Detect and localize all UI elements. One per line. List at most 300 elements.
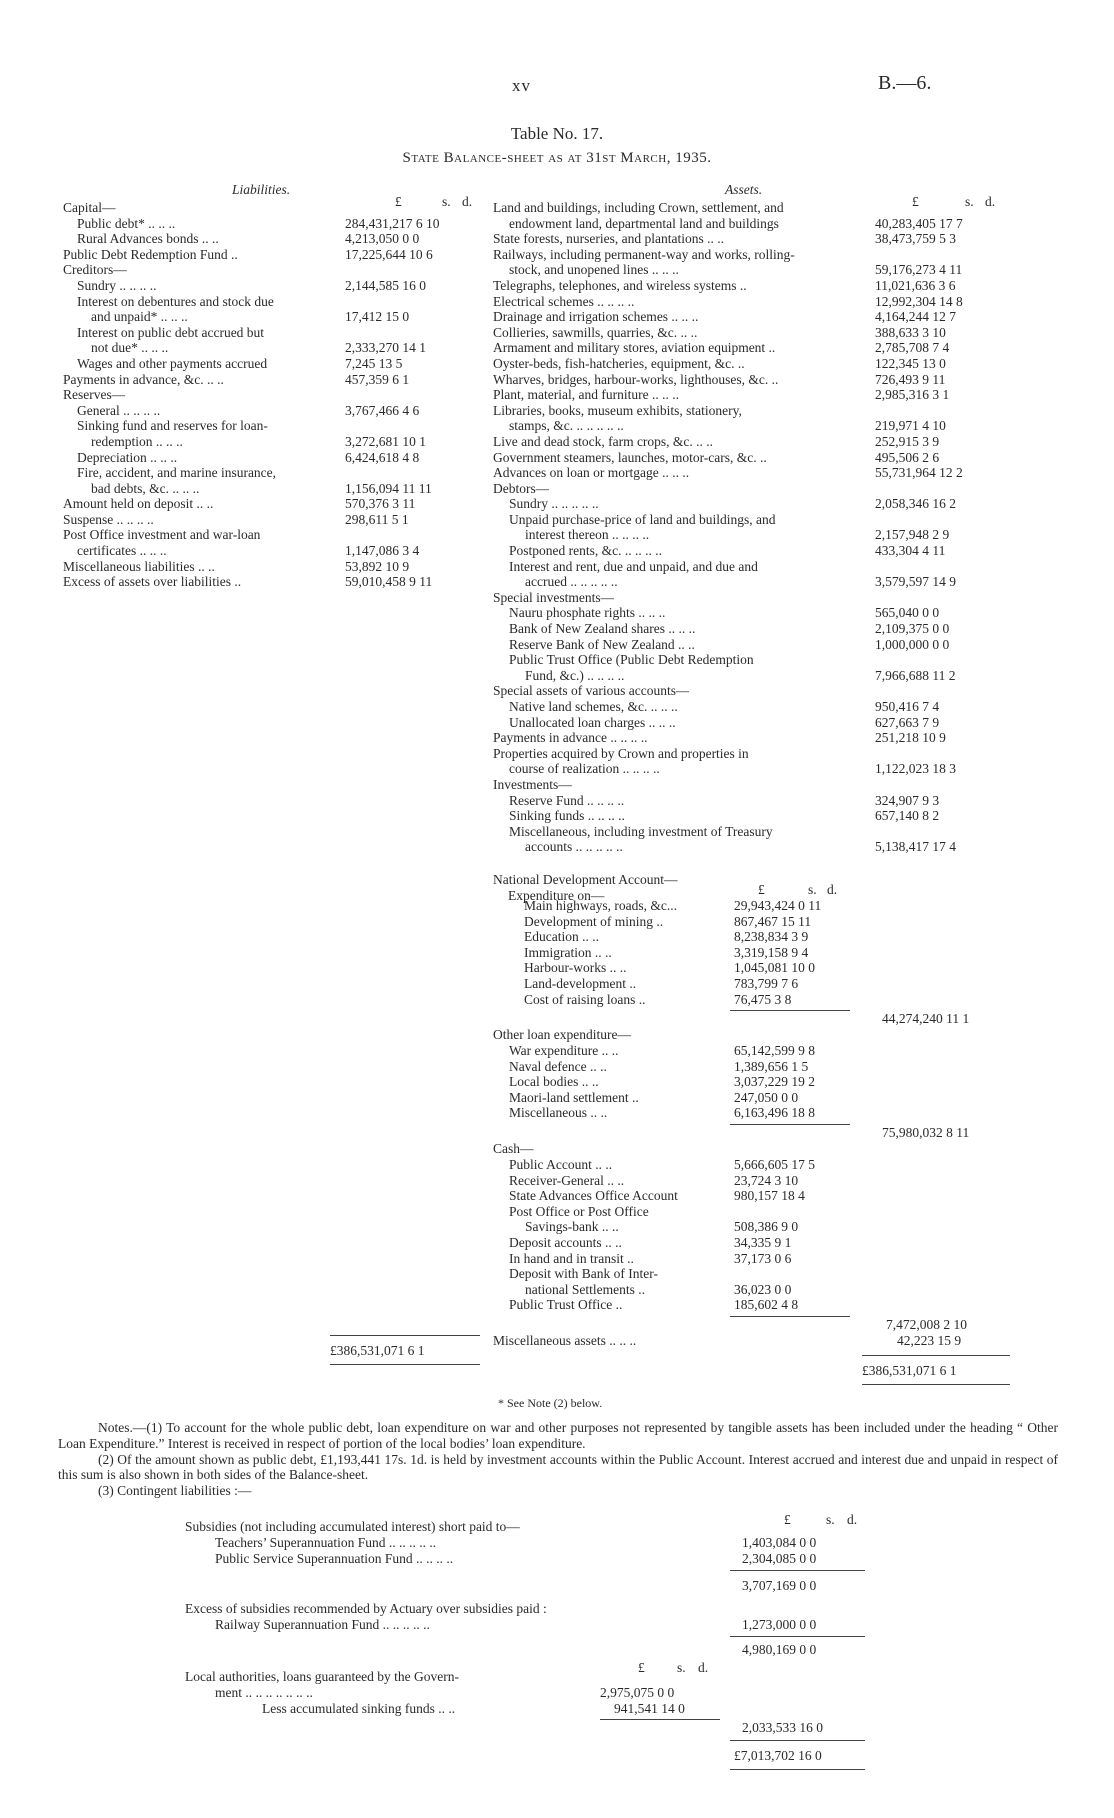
liability-amount: 59,010,458 9 11 [345, 574, 433, 590]
asset-row [493, 278, 1003, 294]
liability-row [63, 309, 483, 325]
liabilities-total: £386,531,071 6 1 [330, 1343, 425, 1358]
sinking-funds-label: Less accumulated sinking funds .. .. [262, 1701, 456, 1716]
cash-item-label: In hand and in transit .. [509, 1250, 634, 1266]
liability-label: Suspense .. .. .. .. [63, 511, 154, 527]
asset-label: Live and dead stock, farm crops, &c. .. .. [493, 433, 714, 449]
liability-label: Excess of assets over liabilities .. [63, 574, 242, 590]
asset-label: Unpaid purchase-price of land and buildings, and [509, 511, 776, 527]
asset-row [493, 824, 1003, 840]
asset-label: Wharves, bridges, harbour-works, lighthouses, &c. .. [493, 371, 779, 387]
nda-item-row [524, 945, 854, 961]
liability-amount: 1,147,086 3 4 [345, 543, 420, 559]
asset-label: accounts .. .. .. .. .. [525, 839, 623, 855]
nda-item-amount: 76,475 3 8 [734, 991, 792, 1007]
liability-label: bad debts, &c. .. .. .. [91, 480, 200, 496]
asset-amount: 59,176,273 4 11 [875, 262, 963, 278]
asset-row [493, 418, 1003, 434]
asset-row [493, 340, 1003, 356]
liability-label: Reserves— [63, 387, 126, 403]
page-number: xv [512, 76, 531, 95]
liability-row [63, 559, 483, 575]
cash-item-row [509, 1251, 854, 1267]
asset-row [493, 450, 1003, 466]
nda-item-amount: 3,319,158 9 4 [734, 944, 809, 960]
cash-item-amount: 37,173 0 6 [734, 1250, 792, 1266]
other-loan-item-label: Local bodies .. .. [509, 1074, 599, 1090]
table-title: State Balance-sheet as at 31st March, 1935. [402, 150, 712, 166]
note-1: Notes.—(1) To account for the whole public debt, loan expenditure on war and other purposes not represented by tangible assets has been included under the heading “ Other Loan Expenditure.” Interest is received in respect of portion of the local bodies’ loan expenditure. [58, 1420, 1058, 1451]
other-loan-rule [730, 1124, 850, 1125]
asset-row [493, 699, 1003, 715]
asset-label: Special assets of various accounts— [493, 683, 690, 699]
cash-item-row [509, 1297, 854, 1313]
contingent-subtotal-2: 4,980,169 0 0 [742, 1642, 817, 1657]
cash-item-label: Post Office or Post Office [509, 1203, 649, 1219]
liability-row [63, 465, 483, 481]
asset-row [493, 746, 1003, 762]
asset-row [493, 372, 1003, 388]
asset-row [493, 637, 1003, 653]
liabilities-heading: Liabilities. [232, 182, 291, 197]
asset-label: Postponed rents, &c. .. .. .. .. [509, 543, 662, 559]
assets-unit-pound: £ [912, 194, 919, 209]
nda-item-label: Education .. .. [524, 929, 599, 945]
cash-item-amount: 36,023 0 0 [734, 1281, 792, 1297]
asset-amount: 251,218 10 9 [875, 730, 946, 746]
asset-label: Reserve Bank of New Zealand .. .. [509, 636, 695, 652]
nda-unit-s: s. [808, 882, 817, 897]
liability-label: Sundry .. .. .. .. [77, 277, 157, 293]
asset-label: accrued .. .. .. .. .. [525, 574, 618, 590]
liability-label: Post Office investment and war-loan [63, 527, 261, 543]
cash-item-label: State Advances Office Account [509, 1188, 678, 1204]
asset-row [493, 605, 1003, 621]
asset-row [493, 652, 1003, 668]
cash-item-row [509, 1282, 854, 1298]
nda-item-label: Immigration .. .. [524, 944, 612, 960]
asset-amount: 122,345 13 0 [875, 355, 946, 371]
asset-row [493, 512, 1003, 528]
nda-rule [730, 1010, 850, 1011]
railway-fund-label: Railway Superannuation Fund .. .. .. .. .. [215, 1617, 430, 1632]
liability-label: Miscellaneous liabilities .. .. [63, 558, 215, 574]
other-loan-item-label: Maori-land settlement .. [509, 1089, 639, 1105]
asset-amount: 1,000,000 0 0 [875, 636, 950, 652]
cash-item-row [509, 1157, 854, 1173]
local-unit-pound: £ [638, 1660, 645, 1675]
grand-total-underline [730, 1769, 865, 1770]
asset-row [493, 761, 1003, 777]
asset-label: Native land schemes, &c. .. .. .. [509, 699, 678, 714]
cash-item-label: Public Account .. .. [509, 1157, 613, 1172]
liability-row [63, 278, 483, 294]
liability-row [63, 512, 483, 528]
cash-total: 7,472,008 2 10 [886, 1317, 967, 1332]
nda-item-label: Harbour-works .. .. [524, 960, 627, 976]
asset-amount: 565,040 0 0 [875, 605, 940, 621]
nda-item-label: Land-development .. [524, 975, 637, 991]
other-loan-item-row [509, 1090, 854, 1106]
liability-label: not due* .. .. .. [91, 340, 169, 356]
liability-amount: 2,333,270 14 1 [345, 340, 426, 356]
nda-item-amount: 867,467 15 11 [734, 913, 812, 929]
liability-row [63, 200, 483, 216]
other-loan-item-row [509, 1074, 854, 1090]
liability-row [63, 481, 483, 497]
asset-row [493, 294, 1003, 310]
asset-label: Government steamers, launches, motor-cars, &c. .. [493, 449, 767, 465]
asset-row [493, 621, 1003, 637]
note-2: (2) Of the amount shown as public debt, £1,193,441 17s. 1d. is held by investment accounts within the Public Account. Interest accrued and interest due and unpaid in respect of this sum is also shown in both sides of the Balance-sheet. [58, 1451, 1058, 1483]
misc-assets-amount: 42,223 15 9 [897, 1333, 962, 1348]
asset-label: Investments— [493, 776, 572, 792]
subsidies-heading: Subsidies (not including accumulated interest) short paid to— [185, 1519, 520, 1534]
liability-row [63, 403, 483, 419]
local-rule [600, 1719, 720, 1720]
nda-item-label: Cost of raising loans .. [524, 991, 646, 1007]
cash-item-label: Savings-bank .. .. [525, 1219, 619, 1235]
asset-label: Libraries, books, museum exhibits, stationery, [493, 402, 742, 418]
cash-item-row [509, 1219, 854, 1235]
asset-row [493, 325, 1003, 341]
assets-unit-s: s. [965, 194, 974, 209]
liability-label: redemption .. .. .. [91, 433, 183, 449]
cash-item-label: Receiver-General .. .. [509, 1172, 625, 1188]
asset-label: Advances on loan or mortgage .. .. .. [493, 465, 690, 481]
other-loan-item-row [509, 1105, 854, 1121]
cash-item-amount: 185,602 4 8 [734, 1297, 799, 1313]
other-loan-item-amount: 1,389,656 1 5 [734, 1058, 809, 1074]
cash-item-amount: 23,724 3 10 [734, 1172, 799, 1188]
asset-label: stamps, &c. .. .. .. .. .. [509, 418, 624, 434]
asset-label: Collieries, sawmills, quarries, &c. .. .. [493, 324, 698, 340]
asset-label: Bank of New Zealand shares .. .. .. [509, 621, 696, 637]
nda-item-label: Development of mining .. [524, 913, 664, 929]
nda-unit-pound: £ [758, 882, 765, 897]
asset-amount: 252,915 3 9 [875, 433, 940, 449]
asset-label: stock, and unopened lines .. .. .. [509, 262, 679, 278]
liability-label: Capital— [63, 200, 116, 215]
asset-amount: 5,138,417 17 4 [875, 839, 956, 855]
liability-row [63, 325, 483, 341]
liability-label: Interest on debentures and stock due [77, 293, 274, 309]
cash-item-amount: 508,386 9 0 [734, 1219, 799, 1235]
liability-amount: 298,611 5 1 [345, 511, 409, 527]
nda-item-label: Main highways, roads, &c... [524, 898, 677, 913]
liabilities-total-rule [330, 1335, 480, 1336]
cash-item-amount: 5,666,605 17 5 [734, 1157, 815, 1172]
asset-amount: 219,971 4 10 [875, 418, 946, 434]
misc-assets-label: Miscellaneous assets .. .. .. [493, 1333, 637, 1348]
liability-amount: 3,767,466 4 6 [345, 402, 420, 418]
liabilities-column [63, 200, 483, 590]
railway-fund-amount: 1,273,000 0 0 [742, 1617, 817, 1632]
liability-amount: 4,213,050 0 0 [345, 231, 420, 247]
asset-row [493, 387, 1003, 403]
cash-heading: Cash— [493, 1141, 534, 1156]
liability-label: Payments in advance, &c. .. .. [63, 371, 224, 387]
liability-row [63, 216, 483, 232]
asset-label: State forests, nurseries, and plantations .. .. [493, 231, 724, 247]
local-net-amount: 2,033,533 16 0 [742, 1720, 823, 1735]
asset-label: Fund, &c.) .. .. .. .. [525, 667, 625, 683]
nda-item-amount: 8,238,834 3 9 [734, 929, 809, 945]
table-number: Table No. 17. [510, 124, 604, 143]
other-loan-item-label: Miscellaneous .. .. [509, 1105, 608, 1121]
liability-row [63, 527, 483, 543]
other-loan-item-amount: 65,142,599 9 8 [734, 1043, 815, 1058]
local-unit-d: d. [698, 1660, 709, 1675]
nda-unit-d: d. [827, 882, 838, 897]
excess-heading: Excess of subsidies recommended by Actuary over subsidies paid : [185, 1601, 547, 1616]
other-loan-item-label: Naval defence .. .. [509, 1058, 607, 1074]
asset-amount: 495,506 2 6 [875, 449, 940, 465]
asset-label: Sinking funds .. .. .. .. [509, 808, 625, 824]
cash-item-row [509, 1173, 854, 1189]
asset-row [493, 465, 1003, 481]
assets-total-rule [862, 1355, 1010, 1356]
subtotal1-rule [730, 1570, 865, 1571]
asset-label: Drainage and irrigation schemes .. .. .. [493, 309, 699, 325]
liability-row [63, 294, 483, 310]
local-authorities-heading: Local authorities, loans guaranteed by the Govern- [185, 1669, 460, 1684]
assets-unit-d: d. [985, 194, 996, 209]
liability-row [63, 356, 483, 372]
cash-item-row [509, 1188, 854, 1204]
cash-item-row [509, 1266, 854, 1282]
liability-row [63, 340, 483, 356]
other-loan-item-row [509, 1043, 854, 1059]
asset-row [493, 730, 1003, 746]
asset-row [493, 668, 1003, 684]
asset-amount: 433,304 4 11 [875, 543, 946, 559]
asset-amount: 657,140 8 2 [875, 808, 940, 824]
other-loan-total: 75,980,032 8 11 [882, 1125, 970, 1140]
liabilities-unit-s: s. [442, 194, 451, 209]
asset-label: Electrical schemes .. .. .. .. [493, 293, 635, 309]
asset-label: Special investments— [493, 589, 615, 605]
asset-label: endowment land, departmental land and buildings [509, 215, 779, 231]
asset-label: Miscellaneous, including investment of Treasury [509, 823, 773, 839]
liability-label: Interest on public debt accrued but [77, 324, 265, 340]
asset-label: Nauru phosphate rights .. .. .. [509, 605, 666, 621]
liability-label: Rural Advances bonds .. .. [77, 231, 219, 247]
liability-amount: 570,376 3 11 [345, 496, 416, 512]
cash-item-row [509, 1235, 854, 1251]
assets-total-underline [862, 1384, 1010, 1385]
other-loan-items [509, 1043, 854, 1121]
local-unit-s: s. [677, 1660, 686, 1675]
liability-label: Sinking fund and reserves for loan- [77, 418, 268, 434]
nda-item-row [524, 929, 854, 945]
asset-row [493, 481, 1003, 497]
liability-label: Creditors— [63, 262, 127, 278]
asset-label: Telegraphs, telephones, and wireless systems .. [493, 277, 747, 293]
contingent-unit-pound: £ [784, 1512, 791, 1527]
liability-label: Wages and other payments accrued [77, 355, 268, 371]
nda-item-amount: 1,045,081 10 0 [734, 960, 815, 976]
liability-amount: 6,424,618 4 8 [345, 449, 420, 465]
asset-row [493, 309, 1003, 325]
liability-amount: 2,144,585 16 0 [345, 277, 426, 293]
local-authorities-line2: ment .. .. .. .. .. .. .. [215, 1685, 313, 1700]
contingent-grand-total: £7,013,702 16 0 [734, 1748, 822, 1763]
liability-amount: 3,272,681 10 1 [345, 433, 426, 449]
liability-amount: 7,245 13 5 [345, 355, 403, 371]
asset-row [493, 543, 1003, 559]
asset-amount: 324,907 9 3 [875, 792, 940, 808]
asset-label: course of realization .. .. .. .. [509, 761, 660, 777]
asset-amount: 627,663 7 9 [875, 714, 940, 730]
liability-row [63, 262, 483, 278]
cash-item-amount: 980,157 18 4 [734, 1188, 805, 1204]
nda-item-amount: 783,799 7 6 [734, 975, 799, 991]
asset-row [493, 527, 1003, 543]
asset-amount: 3,579,597 14 9 [875, 574, 956, 590]
asset-amount: 55,731,964 12 2 [875, 465, 963, 481]
liability-row [63, 418, 483, 434]
liability-amount: 1,156,094 11 11 [345, 480, 432, 496]
asset-row [493, 356, 1003, 372]
asset-row [493, 808, 1003, 824]
asset-row [493, 216, 1003, 232]
teachers-fund-amount: 1,403,084 0 0 [742, 1535, 817, 1550]
public-service-fund-amount: 2,304,085 0 0 [742, 1551, 817, 1566]
sinking-funds-amount: 941,541 14 0 [614, 1701, 685, 1716]
asset-amount: 388,633 3 10 [875, 324, 946, 340]
asset-label: Debtors— [493, 480, 550, 496]
liability-label: Public Debt Redemption Fund .. [63, 246, 238, 262]
liability-label: Fire, accident, and marine insurance, [77, 465, 277, 481]
liability-row [63, 372, 483, 388]
asset-amount: 11,021,636 3 6 [875, 277, 956, 293]
cash-item-label: Deposit accounts .. .. [509, 1234, 622, 1250]
liability-row [63, 231, 483, 247]
nda-item-row [524, 976, 854, 992]
nda-item-row [524, 992, 854, 1008]
assets-heading: Assets. [725, 182, 763, 197]
teachers-fund-label: Teachers’ Superannuation Fund .. .. .. .. .. [215, 1535, 437, 1550]
asset-label: Oyster-beds, fish-hatcheries, equipment, &c. .. [493, 355, 745, 371]
asset-amount: 7,966,688 11 2 [875, 667, 956, 683]
cash-rule [730, 1316, 850, 1317]
asset-label: Unallocated loan charges .. .. .. [509, 714, 676, 730]
asset-label: Properties acquired by Crown and properties in [493, 745, 749, 761]
liability-amount: 457,359 6 1 [345, 371, 410, 387]
liability-row [63, 450, 483, 466]
asset-label: Public Trust Office (Public Debt Redemption [509, 652, 754, 668]
liability-label: and unpaid* .. .. .. [91, 309, 188, 325]
local-authorities-amount: 2,975,075 0 0 [600, 1685, 675, 1700]
asset-amount: 40,283,405 17 7 [875, 215, 963, 231]
asset-row [493, 496, 1003, 512]
asset-amount: 2,109,375 0 0 [875, 621, 950, 637]
liability-row [63, 247, 483, 263]
notes-block [58, 1420, 1058, 1499]
asset-row [493, 403, 1003, 419]
grand-total-rule [730, 1740, 865, 1741]
liability-label: General .. .. .. .. [77, 402, 161, 418]
asset-amount: 2,058,346 16 2 [875, 496, 956, 512]
asset-row [493, 231, 1003, 247]
asset-row [493, 247, 1003, 263]
asset-amount: 12,992,304 14 8 [875, 293, 963, 309]
liability-row [63, 434, 483, 450]
asset-row [493, 590, 1003, 606]
subtotal2-rule [730, 1636, 865, 1637]
contingent-unit-d: d. [847, 1512, 858, 1527]
asset-amount: 38,473,759 5 3 [875, 231, 956, 247]
other-loan-item-amount: 6,163,496 18 8 [734, 1105, 815, 1121]
asset-row [493, 715, 1003, 731]
asset-row [493, 683, 1003, 699]
other-loan-item-row [509, 1059, 854, 1075]
page-ref: B.—6. [878, 72, 932, 94]
contingent-subtotal-1: 3,707,169 0 0 [742, 1578, 817, 1593]
asset-label: Reserve Fund .. .. .. .. [509, 792, 625, 808]
liability-amount: 17,225,644 10 6 [345, 246, 433, 262]
asset-amount: 950,416 7 4 [875, 699, 940, 714]
asset-amount: 726,493 9 11 [875, 371, 946, 387]
nda-total: 44,274,240 11 1 [882, 1011, 970, 1026]
liabilities-unit-d: d. [462, 194, 473, 209]
asset-row [493, 793, 1003, 809]
footnote: * See Note (2) below. [498, 1396, 603, 1410]
nda-item-row [524, 898, 854, 914]
liability-label: Amount held on deposit .. .. [63, 496, 214, 512]
public-service-fund-label: Public Service Superannuation Fund .. .. .. .. [215, 1551, 454, 1566]
cash-item-amount: 34,335 9 1 [734, 1234, 792, 1250]
nda-item-row [524, 960, 854, 976]
asset-row [493, 434, 1003, 450]
contingent-unit-s: s. [826, 1512, 835, 1527]
asset-row [493, 200, 1003, 216]
asset-label: Payments in advance .. .. .. .. [493, 730, 648, 746]
assets-total: £386,531,071 6 1 [862, 1363, 957, 1378]
other-loan-heading: Other loan expenditure— [493, 1027, 631, 1042]
asset-amount: 2,785,708 7 4 [875, 340, 950, 356]
asset-row [493, 559, 1003, 575]
asset-row [493, 777, 1003, 793]
asset-label: Plant, material, and furniture .. .. .. [493, 387, 679, 403]
cash-item-label: Public Trust Office .. [509, 1297, 623, 1313]
asset-label: Armament and military stores, aviation equipment .. [493, 340, 776, 356]
cash-items [509, 1157, 854, 1313]
liability-row [63, 387, 483, 403]
asset-row [493, 574, 1003, 590]
nda-heading: National Development Account— [493, 872, 678, 887]
asset-label: Land and buildings, including Crown, settlement, and [493, 200, 784, 215]
asset-row [493, 262, 1003, 278]
liability-amount: 284,431,217 6 10 [345, 215, 440, 231]
liability-label: Depreciation .. .. .. [77, 449, 178, 465]
asset-label: Interest and rent, due and unpaid, and due and [509, 558, 758, 574]
asset-label: interest thereon .. .. .. .. [525, 527, 650, 543]
asset-amount: 4,164,244 12 7 [875, 309, 956, 325]
liability-amount: 17,412 15 0 [345, 309, 410, 325]
other-loan-item-amount: 247,050 0 0 [734, 1089, 799, 1105]
nda-item-amount: 29,943,424 0 11 [734, 898, 822, 913]
other-loan-item-label: War expenditure .. .. [509, 1043, 619, 1058]
asset-amount: 2,985,316 3 1 [875, 387, 950, 403]
liability-label: certificates .. .. .. [77, 543, 167, 559]
asset-amount: 1,122,023 18 3 [875, 761, 956, 777]
liability-row [63, 496, 483, 512]
liability-row [63, 574, 483, 590]
cash-item-label: national Settlements .. [525, 1281, 645, 1297]
nda-item-row [524, 914, 854, 930]
